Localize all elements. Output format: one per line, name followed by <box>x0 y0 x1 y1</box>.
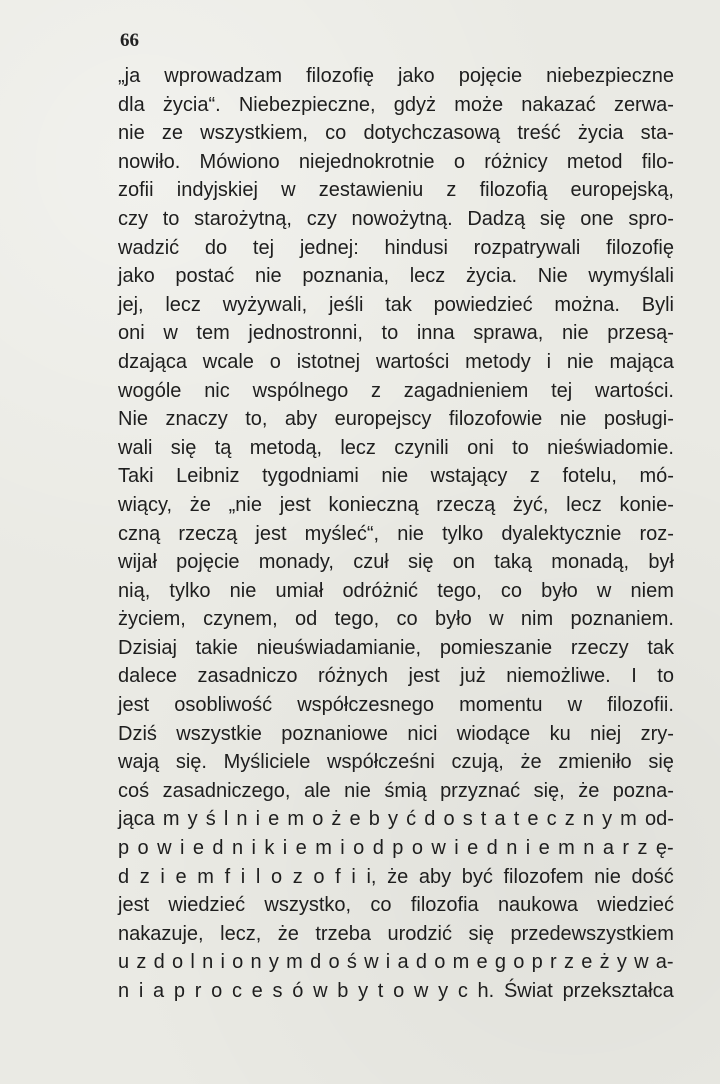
text-line: Taki Leibniz tygodniami nie wstający z fotelu, mó- <box>118 465 674 488</box>
text-line: coś zasadniczego, ale nie śmią przyznać się, że pozna- <box>118 779 674 802</box>
text-line: dzająca wcale o istotnej wartości metody i nie mająca <box>118 350 674 373</box>
text-line: jej, lecz wyżywali, jeśli tak powiedzieć można. Byli <box>118 293 674 316</box>
text-line: jąca m y ś l n i e m o ż e b y ć d o s t a t e c z n y m od- <box>118 808 674 831</box>
text-line: Nie znaczy to, aby europejscy filozofowie nie posługi- <box>118 408 674 431</box>
text-line: jest osobliwość współczesnego momentu w filozofii. <box>118 694 674 717</box>
text-line: nakazuje, lecz, że trzeba urodzić się przedewszystkiem <box>118 922 674 945</box>
text-line: zofii indyjskiej w zestawieniu z filozofią europejską, <box>118 179 674 202</box>
text-line: wiący, że „nie jest konieczną rzeczą żyć, lecz konie- <box>118 493 674 516</box>
text-line: wijał pojęcie monady, czuł się on taką monadą, był <box>118 551 674 574</box>
text-line: d z i e m f i l o z o f i i, że aby być filozofem nie dość <box>118 865 674 888</box>
text-line: n i a p r o c e s ó w b y t o w y c h. Świat przekształca <box>118 980 674 1002</box>
text-line: wali się tą metodą, lecz czynili oni to nieświadomie. <box>118 436 674 459</box>
text-line: wadzić do tej jednej: hindusi rozpatrywali filozofię <box>118 236 674 259</box>
text-line: u z d o l n i o n y m d o ś w i a d o m e g o p r z e ż y w a- <box>118 951 674 974</box>
text-line: Dziś wszystkie poznaniowe nici wiodące ku niej zry- <box>118 722 674 745</box>
text-line: dalece zasadniczo różnych jest już niemożliwe. I to <box>118 665 674 688</box>
text-line: życiem, czynem, od tego, co było w nim poznaniem. <box>118 608 674 631</box>
text-line: czną rzeczą jest myśleć“, nie tylko dyalektycznie roz- <box>118 522 674 545</box>
text-line: dla życia“. Niebezpieczne, gdyż może nakazać zerwa- <box>118 93 674 116</box>
body-text <box>118 62 674 1006</box>
text-line: Dzisiaj takie nieuświadamianie, pomieszanie rzeczy tak <box>118 636 674 659</box>
text-line: „ja wprowadzam filozofię jako pojęcie niebezpieczne <box>118 65 674 87</box>
text-line: wają się. Myśliciele współcześni czują, że zmieniło się <box>118 751 674 774</box>
text-line: nowiło. Mówiono niejednokrotnie o różnicy metod filo- <box>118 150 674 173</box>
text-line: jest wiedzieć wszystko, co filozofia naukowa wiedzieć <box>118 894 674 917</box>
text-line: jako postać nie poznania, lecz życia. Nie wymyślali <box>118 265 674 288</box>
text-line: czy to starożytną, czy nowożytną. Dadzą się one spro- <box>118 207 674 230</box>
text-line: oni w tem jednostronni, to inna sprawa, nie przesą- <box>118 322 674 345</box>
text-line: p o w i e d n i k i e m i o d p o w i e d n i e m n a r z ę- <box>118 837 674 860</box>
text-line: wogóle nic wspólnego z zagadnieniem tej wartości. <box>118 379 674 402</box>
text-line: nią, tylko nie umiał odróżnić tego, co było w niem <box>118 579 674 602</box>
page-number: 66 <box>120 30 139 51</box>
text-line: nie ze wszystkiem, co dotychczasową treść życia sta- <box>118 122 674 145</box>
